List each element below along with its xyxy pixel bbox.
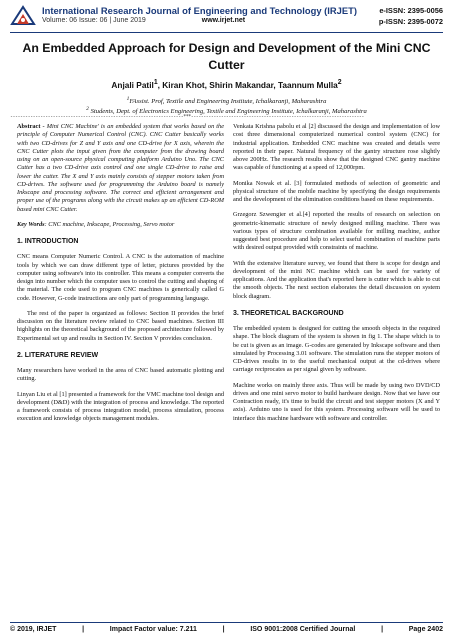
journal-volume	[42, 17, 245, 24]
right-paragraph-3: Grzegorz Szwengier et al.[4] reported the results of research on selection on geometric-kinematic structure of newly designed milling machine. There was various types of structure combination available for milling machine, author suggested best procedure and help to select useful combination of machine parts with desired output provided with constraints of machine.	[233, 211, 440, 252]
keywords-label: Key Words	[17, 220, 45, 228]
right-column	[233, 123, 440, 430]
keywords-text: : CNC machine, Inkscape, Processing, Servo motor	[44, 220, 175, 228]
author-rest: , Kiran Khot, Shirin Makandar, Taannum Mulla	[157, 79, 338, 90]
section-literature-heading: 2. LITERATURE REVIEW	[17, 351, 99, 359]
left-column	[17, 123, 224, 431]
footer-copyright: © 2019, IRJET	[10, 626, 57, 633]
right-paragraph-2: Monika Nowak et al. [3] formulated methods of selection of geometric and physical structure of the mobile machine by specifying the design requirements and the development of the elimination conditions based on these requirements.	[233, 179, 440, 203]
author-rest-sup: 2	[337, 79, 342, 86]
paper-authors	[0, 79, 453, 90]
author-main-sup: 1	[153, 79, 158, 86]
author-main: Anjali Patil	[111, 79, 154, 90]
footer-sep-2: |	[222, 626, 225, 633]
irjet-logo-icon	[10, 4, 36, 28]
affil1-text: FAssist. Prof, Textile and Engineering Institute, Ichalkaranji, Maharashtra	[129, 98, 327, 106]
page-footer	[10, 626, 443, 633]
footer-divider	[10, 622, 443, 623]
journal-url[interactable]: www.irjet.net	[201, 17, 246, 24]
abstract-text: Mini CNC Machine' is an embedded system that works based on the principle of Computer Numerical Control (CNC). CNC Cutter basically works with two CD-drives for Z and Y axis and one CD-drive for X axis, wherein the CNC Cutter plots the input given from the computer from the drawing board using on an open-source physical computing platform Arduino Uno. The CNC Cutter has a two CD-drive axis control and one single CD-drive to raise and lower the cutter. The X and Y axis mainly consists of stepper motors taken from CD-drives. The software used for programming the Arduino board is namely Inkscape and processing software. The correct and efficient arrangement and proper use of the programs along with the circuit makes up an efficient CD-ROM based mini CNC Cutter.	[17, 123, 225, 213]
eissn: e-ISSN: 2395-0056	[379, 6, 443, 15]
footer-iso: ISO 9001:2008 Certified Journal	[250, 626, 356, 633]
footer-impact: Impact Factor value: 7.211	[109, 626, 197, 633]
literature-paragraph-2: Linyan Liu et al [1] presented a framework for the VMC machine tool design and development (D&D) with the integration of process and knowledge. The reported a framework consists of process integration model, process simulation, process execution and knowledge objects management modules.	[17, 390, 224, 423]
intro-paragraph-1: CNC means Computer Numeric Control. A CNC is the automation of machine tools by which we can draw different type of letter, pictures provided by the computer using software's into its controller. This means a computer converts the design into number which the computer uses to control the cutting and shaping of the material. The code used to program CNC machines is generically called G code. However, G-code instructions are only part of programming language.	[17, 253, 224, 302]
right-paragraph-4: With the extensive literature survey, we found that there is scope for design and development of the mini NC machine which can be used for variety of applications. And the application that's reported here is cutter which is able to cut the smooth objects. The next section elaborates the detail discussion on system block diagram.	[233, 259, 440, 300]
abstract-label: Abstract -	[17, 123, 45, 130]
footer-sep-3: |	[381, 626, 384, 633]
theory-paragraph-1: The embedded system is designed for cutting the smooth objects in the required shape. The block diagram of the system is shown in fig 1. The shape which is to be cut is given as an image. G-codes are generated by Inkscape software and then simulated by Processing 3.01 software. The simulation runs the stepper motors of CD-drives results in to the useful mechanical output at the cd-drives where carriage reciprocates as per signal given by software.	[233, 325, 440, 374]
footer-page: Page 2402	[408, 626, 443, 633]
paper-title: An Embedded Approach for Design and Development of the Mini CNC Cutter	[22, 41, 431, 72]
keywords	[17, 221, 224, 229]
intro-paragraph-2: The rest of the paper is organized as follows: Section II provides the brief discussion on the literature review related to CNC based machines. Section III highlights on the theoretical background of the proposed architecture followed by Experimental set up and results in Section IV. Section V provides conclusion.	[17, 309, 224, 342]
separator-line: ---------------------------------------------------------------------***---------------------------------------------------------------------	[10, 114, 364, 120]
pissn: p-ISSN: 2395-0072	[378, 17, 443, 26]
affiliation-1	[0, 96, 453, 105]
abstract	[17, 123, 224, 214]
theory-paragraph-2: Machine works on mainly three axis. Thus will be made by using two DVD/CD drives and one mini servo motor to build hardware design. Now that we have our Contraction ready, it's time to build the circuit and test stepper motors (X and Y axis). Arduino uno is used for this system. Processing software will be used to interface this machine hardware with software and controller.	[233, 381, 440, 422]
affil2-sup: 2	[86, 106, 89, 112]
journal-name: International Research Journal of Engineering and Technology (IRJET)	[42, 5, 357, 16]
journal-header	[0, 0, 453, 32]
affil1-sup: 1	[126, 96, 130, 102]
right-paragraph-1: Venkata Krishna pabolu et al [2] discussed the design and implementation of low cost three dimensional computerized numerical control system (CNC) for industrial application. Embedded CNC machine was created and details were reported in their paper. Natural frequency of the gantry structure rose slightly above 200Hz. The research results show that the designed CNC gantry machine was capable of functioning at a speed of 12,000rpm.	[233, 123, 440, 172]
literature-paragraph-1: Many researchers have worked in the area of CNC based automatic plotting and cutting.	[17, 367, 224, 383]
footer-sep-1: |	[82, 626, 85, 633]
volume-line: Volume: 06 Issue: 06 | June 2019	[42, 17, 146, 24]
affil2-text: Students, Dept. of Electronics Engineering, Textile and Engineering Institute, Ichalkaranji, Maharashtra	[88, 108, 367, 116]
section-theory-heading: 3. THEORETICAL BACKGROUND	[233, 309, 344, 317]
header-divider	[10, 32, 443, 33]
section-introduction-heading: 1. INTRODUCTION	[17, 238, 79, 245]
